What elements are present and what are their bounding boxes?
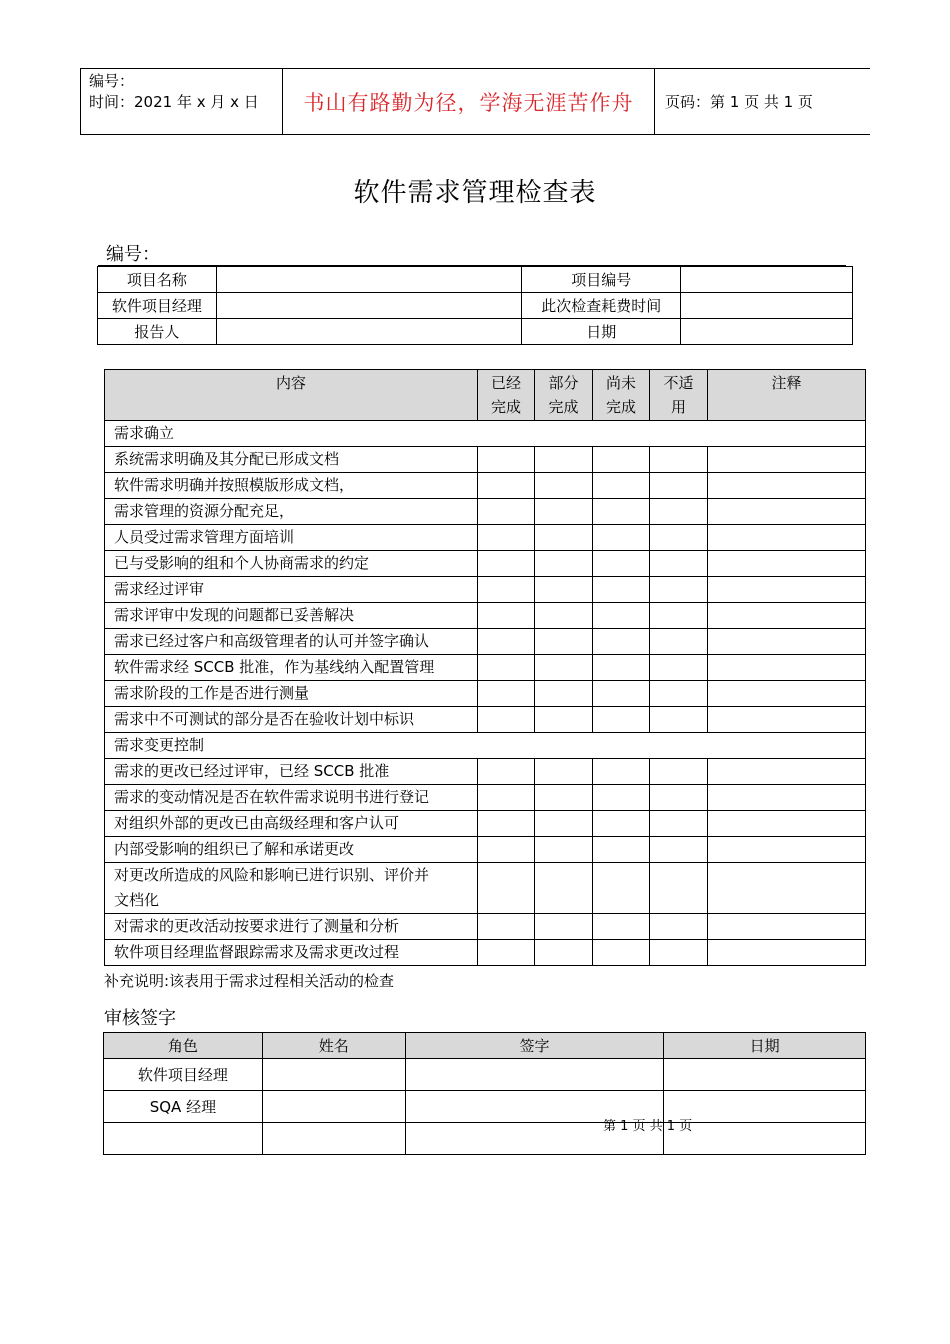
table-row: [105, 473, 866, 499]
cell-not-yet[interactable]: [593, 681, 650, 707]
table-row: [98, 267, 853, 293]
cell-not-yet[interactable]: [593, 863, 650, 914]
cell-not-yet[interactable]: [593, 499, 650, 525]
cell-not-yet[interactable]: [593, 837, 650, 863]
sig-name-cell[interactable]: [262, 1091, 405, 1123]
cell-done[interactable]: [478, 473, 535, 499]
cell-na[interactable]: [650, 863, 708, 914]
cell-na[interactable]: [650, 914, 708, 940]
number-field-label: 编号：: [106, 244, 160, 265]
cell-done[interactable]: [478, 863, 535, 914]
cell-na[interactable]: [650, 499, 708, 525]
table-row: [105, 940, 866, 966]
cell-na[interactable]: [650, 785, 708, 811]
table-row: [98, 293, 853, 319]
sig-name-cell[interactable]: [262, 1123, 405, 1155]
project-name-value[interactable]: [216, 267, 522, 293]
supplementary-note: 补充说明:该表用于需求过程相关活动的检查: [104, 972, 395, 990]
cell-done[interactable]: [478, 655, 535, 681]
cell-done[interactable]: [478, 785, 535, 811]
time-cost-label: 此次检查耗费时间: [522, 293, 681, 319]
table-row: [105, 681, 866, 707]
table-header-row: [105, 370, 866, 421]
table-row: [105, 629, 866, 655]
cell-partial[interactable]: [535, 629, 593, 655]
table-row: [105, 914, 866, 940]
cell-done[interactable]: [478, 811, 535, 837]
header-meta: [81, 69, 283, 134]
table-row: [105, 759, 866, 785]
item-text: 需求中不可测试的部分是否在验收计划中标识: [105, 707, 478, 733]
cell-not-yet[interactable]: [593, 473, 650, 499]
cell-done[interactable]: [478, 759, 535, 785]
cell-na[interactable]: [650, 707, 708, 733]
time-cost-value[interactable]: [681, 293, 853, 319]
document-title: 软件需求管理检查表: [353, 178, 597, 208]
cell-not-yet[interactable]: [593, 914, 650, 940]
table-row: [105, 551, 866, 577]
sig-date-cell[interactable]: [664, 1091, 866, 1123]
cell-note[interactable]: [708, 629, 866, 655]
cell-na[interactable]: [650, 759, 708, 785]
header-partial: 部分 完成: [535, 370, 593, 421]
signature-title: 审核签字: [104, 1008, 176, 1029]
cell-note[interactable]: [708, 447, 866, 473]
cell-note[interactable]: [708, 551, 866, 577]
cell-note[interactable]: [708, 863, 866, 914]
cell-note[interactable]: [708, 473, 866, 499]
cell-na[interactable]: [650, 940, 708, 966]
item-text: 软件项目经理监督跟踪需求及需求更改过程: [105, 940, 478, 966]
sig-role: 软件项目经理: [104, 1059, 263, 1091]
cell-not-yet[interactable]: [593, 785, 650, 811]
page-header: [80, 68, 870, 135]
sig-date-cell[interactable]: [664, 1123, 866, 1155]
manager-value[interactable]: [216, 293, 522, 319]
cell-partial[interactable]: [535, 551, 593, 577]
table-row: [105, 447, 866, 473]
table-row: [105, 863, 866, 914]
item-text: 人员受过需求管理方面培训: [105, 525, 478, 551]
table-row: [105, 707, 866, 733]
header-done: 已经 完成: [478, 370, 535, 421]
cell-note[interactable]: [708, 811, 866, 837]
cell-not-yet[interactable]: [593, 811, 650, 837]
cell-done[interactable]: [478, 447, 535, 473]
table-row: [105, 603, 866, 629]
item-text: 内部受影响的组织已了解和承诺更改: [105, 837, 478, 863]
section-row: [105, 733, 866, 759]
item-text: 需求经过评审: [105, 577, 478, 603]
header-time-label: 时间：2021 年 x 月 x 日: [89, 93, 259, 111]
table-row: [104, 1059, 866, 1091]
project-name-label: 项目名称: [98, 267, 217, 293]
cell-done[interactable]: [478, 707, 535, 733]
cell-partial[interactable]: [535, 603, 593, 629]
cell-not-yet[interactable]: [593, 525, 650, 551]
cell-not-yet[interactable]: [593, 447, 650, 473]
cell-na[interactable]: [650, 525, 708, 551]
item-text: 软件需求经 SCCB 批准，作为基线纳入配置管理: [105, 655, 478, 681]
cell-note[interactable]: [708, 499, 866, 525]
cell-partial[interactable]: [535, 837, 593, 863]
cell-done[interactable]: [478, 837, 535, 863]
cell-not-yet[interactable]: [593, 603, 650, 629]
cell-na[interactable]: [650, 681, 708, 707]
cell-done[interactable]: [478, 603, 535, 629]
cell-partial[interactable]: [535, 785, 593, 811]
table-row: [105, 811, 866, 837]
item-text: 软件需求明确并按照模版形成文档，: [105, 473, 478, 499]
header-not-yet: 尚未 完成: [593, 370, 650, 421]
cell-note[interactable]: [708, 837, 866, 863]
project-code-label: 项目编号: [522, 267, 681, 293]
item-text: 需求评审中发现的问题都已妥善解决: [105, 603, 478, 629]
item-text: 需求阶段的工作是否进行测量: [105, 681, 478, 707]
sig-date-cell[interactable]: [664, 1059, 866, 1091]
cell-note[interactable]: [708, 577, 866, 603]
cell-note[interactable]: [708, 525, 866, 551]
table-row: [105, 499, 866, 525]
cell-partial[interactable]: [535, 499, 593, 525]
cell-na[interactable]: [650, 655, 708, 681]
cell-partial[interactable]: [535, 914, 593, 940]
cell-partial[interactable]: [535, 681, 593, 707]
cell-note[interactable]: [708, 681, 866, 707]
cell-partial[interactable]: [535, 473, 593, 499]
table-row: [105, 577, 866, 603]
header-note: 注释: [708, 370, 866, 421]
table-row: [104, 1091, 866, 1123]
requirements-check-table: [104, 369, 866, 966]
cell-done[interactable]: [478, 629, 535, 655]
cell-na[interactable]: [650, 629, 708, 655]
sig-header-role: 角色: [104, 1033, 263, 1059]
cell-done[interactable]: [478, 499, 535, 525]
cell-done[interactable]: [478, 914, 535, 940]
reporter-value[interactable]: [216, 319, 522, 345]
cell-note[interactable]: [708, 759, 866, 785]
cell-partial[interactable]: [535, 707, 593, 733]
sig-name-cell[interactable]: [262, 1059, 405, 1091]
sig-role: [104, 1123, 263, 1155]
cell-done[interactable]: [478, 577, 535, 603]
item-text: 需求的更改已经过评审，已经 SCCB 批准: [105, 759, 478, 785]
cell-partial[interactable]: [535, 940, 593, 966]
item-text: 对需求的更改活动按要求进行了测量和分析: [105, 914, 478, 940]
item-text: 对组织外部的更改已由高级经理和客户认可: [105, 811, 478, 837]
item-text: 已与受影响的组和个人协商需求的约定: [105, 551, 478, 577]
signature-table: [103, 1032, 866, 1155]
sig-header-sign: 签字: [405, 1033, 664, 1059]
date-value[interactable]: [681, 319, 853, 345]
cell-na[interactable]: [650, 577, 708, 603]
sig-header-name: 姓名: [262, 1033, 405, 1059]
section-title: 需求确立: [105, 421, 866, 447]
table-header-row: [104, 1033, 866, 1059]
cell-na[interactable]: [650, 811, 708, 837]
project-code-value[interactable]: [681, 267, 853, 293]
manager-label: 软件项目经理: [98, 293, 217, 319]
header-not-applicable: 不适 用: [650, 370, 708, 421]
sig-sign-cell[interactable]: [405, 1059, 664, 1091]
table-row: [104, 1123, 866, 1155]
cell-not-yet[interactable]: [593, 940, 650, 966]
cell-not-yet[interactable]: [593, 655, 650, 681]
section-title: 需求变更控制: [105, 733, 866, 759]
reporter-label: 报告人: [98, 319, 217, 345]
cell-note[interactable]: [708, 603, 866, 629]
cell-na[interactable]: [650, 837, 708, 863]
table-row: [105, 525, 866, 551]
cell-na[interactable]: [650, 447, 708, 473]
header-motto: 书山有路勤为径，学海无涯苦作舟: [283, 69, 655, 134]
cell-note[interactable]: [708, 785, 866, 811]
header-page-info: 页码：第 1 页 共 1 页: [665, 93, 813, 111]
cell-note[interactable]: [708, 707, 866, 733]
item-text: 需求已经过客户和高级管理者的认可并签字确认: [105, 629, 478, 655]
cell-not-yet[interactable]: [593, 577, 650, 603]
cell-note[interactable]: [708, 914, 866, 940]
sig-role: SQA 经理: [104, 1091, 263, 1123]
cell-done[interactable]: [478, 551, 535, 577]
item-text: 对更改所造成的风险和影响已进行识别、评价并 文档化: [105, 863, 478, 914]
header-number-label: 编号：: [89, 72, 135, 90]
cell-not-yet[interactable]: [593, 629, 650, 655]
cell-partial[interactable]: [535, 811, 593, 837]
cell-partial[interactable]: [535, 863, 593, 914]
date-label: 日期: [522, 319, 681, 345]
cell-partial[interactable]: [535, 577, 593, 603]
table-row: [105, 655, 866, 681]
cell-note[interactable]: [708, 940, 866, 966]
header-content: 内容: [105, 370, 478, 421]
cell-not-yet[interactable]: [593, 551, 650, 577]
cell-partial[interactable]: [535, 759, 593, 785]
table-row: [105, 837, 866, 863]
table-row: [105, 785, 866, 811]
cell-na[interactable]: [650, 473, 708, 499]
cell-na[interactable]: [650, 551, 708, 577]
cell-na[interactable]: [650, 603, 708, 629]
cell-note[interactable]: [708, 655, 866, 681]
table-row: [98, 319, 853, 345]
page-footer: 第 1 页 共 1 页: [603, 1119, 693, 1134]
cell-not-yet[interactable]: [593, 759, 650, 785]
cell-done[interactable]: [478, 525, 535, 551]
project-info-table: [97, 266, 853, 345]
item-text: 需求的变动情况是否在软件需求说明书进行登记: [105, 785, 478, 811]
cell-partial[interactable]: [535, 655, 593, 681]
item-text: 需求管理的资源分配充足，: [105, 499, 478, 525]
cell-done[interactable]: [478, 681, 535, 707]
cell-partial[interactable]: [535, 525, 593, 551]
cell-partial[interactable]: [535, 447, 593, 473]
section-row: [105, 421, 866, 447]
sig-header-date: 日期: [664, 1033, 866, 1059]
cell-done[interactable]: [478, 940, 535, 966]
item-text: 系统需求明确及其分配已形成文档: [105, 447, 478, 473]
cell-not-yet[interactable]: [593, 707, 650, 733]
